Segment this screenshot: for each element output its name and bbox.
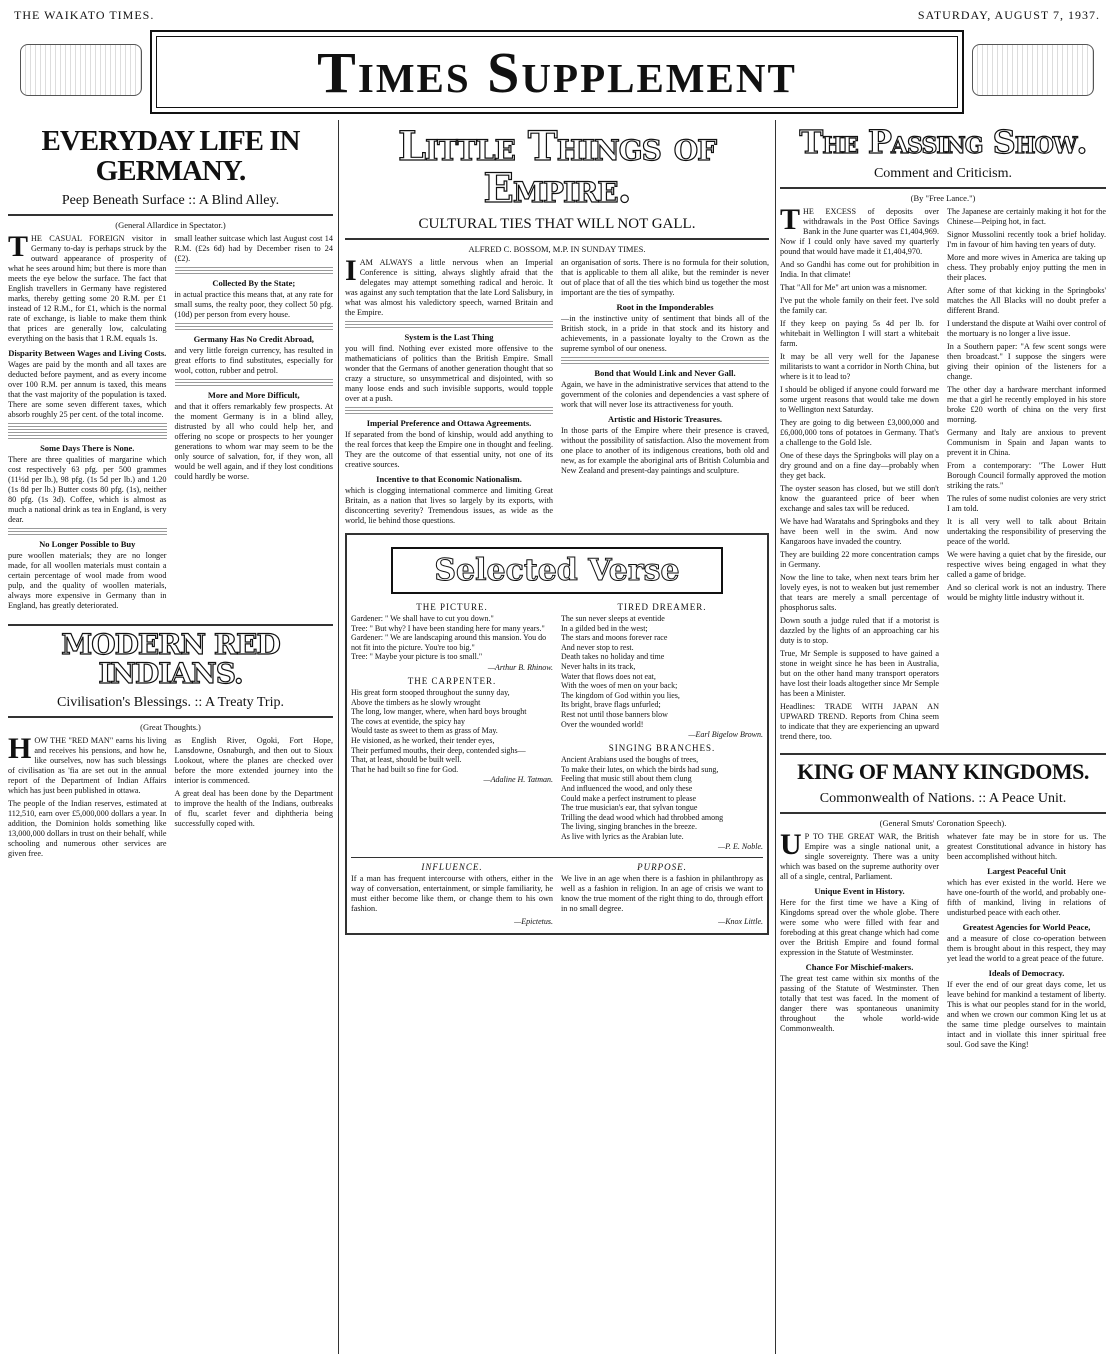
section-heading: Some Days There is None.: [40, 442, 135, 453]
section-heading: Unique Event in History.: [814, 885, 905, 896]
paragraph: Again, we have in the administrative services that attend to the government of the colonies and dependencies a vast sphere of work that will never lose its attractiveness for youth.: [561, 380, 769, 409]
article-body: [780, 202, 1106, 745]
paragraph: They are going to dig between £3,000,000 and £6,000,000 tons of potatoes in Germany. That's a challenge to the Gold Isle.: [780, 417, 939, 447]
paragraph: Signor Mussolini recently took a brief holiday. I'm in favour of him having ten years of duty.: [947, 229, 1106, 249]
verse-heading: Selected Verse: [391, 547, 723, 594]
right-scroll-ornament: [972, 44, 1094, 96]
paragraph: A great deal has been done by the Department to improve the health of the Indians, outbreaks of flu, scarlet fever and diphtheria being successfully coped with.: [174, 788, 333, 828]
poem-author: —Arthur B. Rhinow.: [487, 662, 553, 672]
article-byline: ALFRED C. BOSSOM, M.P. IN SUNDAY TIMES.: [468, 244, 646, 254]
text-lines: [345, 321, 553, 328]
paragraph: Headlines: TRADE WITH JAPAN AN UPWARD TREND. Reports from China seem to indicate that they are experiencing an upward trend there, too.: [780, 701, 939, 741]
paragraph: The great test came within six months of the passing of the Statute of Westminster. Then totally that test was faced. In the moment of danger there was spontaneous unanimity throughout the whole world-wide Commonwealth.: [780, 973, 939, 1033]
paragraph: We were having a quiet chat by the fireside, our respective wives being engaged in what they called a game of bridge.: [947, 549, 1106, 579]
poem-author: —Adaline H. Tatman.: [483, 775, 553, 785]
section-heading: Collected By the State;: [212, 277, 296, 288]
article-body: [780, 827, 1106, 1053]
section-heading: No Longer Possible to Buy: [39, 538, 136, 549]
paragraph: which has ever existed in the world. Here we have one-fourth of the world, and probably one-fifth of mankind, living in relations of undisturbed peace with each other.: [947, 877, 1106, 917]
section-heading: Imperial Preference and Ottawa Agreements.: [366, 418, 532, 428]
paragraph: And so Gandhi has come out for prohibition in India. In that climate!: [780, 259, 939, 279]
paragraph: an organisation of sorts. There is no formula for their solution, that is applicable to them all alike, but the reminder is never out of place that of all the ties which bind us together the most important are the ties of sympathy.: [561, 258, 769, 297]
paragraph: I should be obliged if anyone could forward me some urgent reasons that would take me down to Wellington next Saturday.: [780, 384, 939, 414]
poem-title: SINGING BRANCHES.: [608, 743, 716, 754]
paragraph: I understand the dispute at Waihi over control of the mortuary is no longer a live issue.: [947, 318, 1106, 338]
article-subhead: CULTURAL TIES THAT WILL NOT GALL.: [345, 216, 769, 240]
article-lead: IAM ALWAYS a little nervous when an Imperial Conference is sitting, always slightly afraid that the delegates may attempt something radical and heroic. It was against any such temptation that the late Lord Salisbury, in what was almost his valedictory speech, warned Britain and the Empire.: [345, 254, 553, 317]
section-heading: Greatest Agencies for World Peace,: [962, 921, 1091, 932]
prose-title: PURPOSE.: [637, 862, 687, 873]
paragraph: Wages are paid by the month and all taxes are deducted before payment, and as every income over 100 R.M. per annum is taxed, this means that the vast majority of the population is taxed. There are some seven different taxes, which absorb roughly 25 per cent. of the total income.: [8, 359, 167, 419]
section-heading: Bond that Would Link and Never Gall.: [594, 368, 736, 378]
paragraph: you will find. Nothing ever existed more offensive to the mathematicians of politics than the British Empire. Small wonder that the Germans of another generation thought that so crazy a structure, so unsymmetrical and disjointed, with so many loose ends and such invisible supports, would topple over at a push.: [345, 344, 553, 403]
article-body: [8, 731, 333, 862]
poem-text: The sun never sleeps at eventide In a gilded bed in the west; The stars and moons forever race And never stop to rest. Death takes no holiday and time Never halts in its track, Water that flows does not eat, With the woes of men on your back; The kingdom of God within you lies, Its bright, brave flags unfurled; Rest not until those banners blow Over the wounded world!: [561, 614, 680, 729]
paragraph: It is all very well to talk about Britain undertaking the responsibility of preserving the peace of the world.: [947, 516, 1106, 546]
paragraph: It may be all very well for the Japanese militarists to want a corridor in North China, but where is it to lead to?: [780, 351, 939, 381]
section-heading: Root in the Imponderables: [616, 302, 714, 312]
paragraph: And so clerical work is not an industry. There would be mighty little industry without it.: [947, 582, 1106, 602]
text-lines: [175, 267, 334, 274]
article-headline: The Passing Show.: [799, 123, 1087, 161]
poem-text: Gardener: " We shall have to cut you down." Tree: " But why? I have been standing here for many years." Gardener: " We are landscaping around this mansion. You do not fit into the picture. You're too big." Tree: " Maybe your picture is too small.": [351, 614, 547, 662]
text-lines: [561, 357, 769, 364]
paragraph: In those parts of the Empire where their presence is craved, without the possibility of satisfaction. Also the movement from one place to another of its indigenous creations, both old and new, as for example the aboriginal arts of British Columbia and New Zealand and present-day paintings and sculpture.: [561, 426, 769, 475]
issue-date: SATURDAY, AUGUST 7, 1937.: [917, 8, 1100, 22]
paragraph: If they keep on paying 5s 4d per lb. for whitebait in Wellington I will start a whitebait farm.: [780, 318, 939, 348]
paragraph: as English River, Ogoki, Fort Hope, Lansdowne, Osnaburgh, and then out to Sioux Lookout, where the planes are checked over before the more extended journey into the interior is commenced.: [174, 735, 333, 785]
article-lead: THE EXCESS of deposits over withdrawals in the Post Office Savings Bank in the June quarter was £1,404,969. Now if I could only have saved my quarterly pound that would have made it £1,404,970.: [780, 202, 939, 256]
paragraph: The oyster season has closed, but we still don't know the guaranteed price of beer when exchange and sales tax will be reduced.: [780, 483, 939, 513]
text-lines: [345, 407, 553, 414]
article-lead: HOW THE "RED MAN" earns his living and receives his pensions, and how he, like ourselves, now has such blessings of civilisation as 'fia are set out in the annual report of the Department of Indian Affairs which has just been published in ottawa.: [8, 731, 167, 795]
column-rule: [338, 120, 339, 1354]
prose-title: INFLUENCE.: [421, 862, 483, 873]
paragraph: In a Southern paper: "A few scent songs were then broadcast." I suppose the singers were giving their opinion of the listeners for a change.: [947, 341, 1106, 381]
paper-name: THE WAIKATO TIMES.: [14, 8, 155, 22]
article-byline: (General Smuts' Coronation Speech).: [879, 817, 1007, 828]
section-heading: Ideals of Democracy.: [988, 967, 1065, 978]
article-byline: (General Allardice in Spectator.): [115, 219, 226, 230]
poem-title: TIRED DREAMER.: [617, 602, 707, 612]
paragraph: —in the instinctive unity of sentiment that binds all of the British stock, in a pride in that stock and its history and achievements, in a passionate loyalty to the Crown as the supreme symbol of our oneness.: [561, 314, 769, 353]
paragraph: The rules of some nudist colonies are very strict I am told.: [947, 493, 1106, 513]
article-headline: Little Things of Empire.: [397, 123, 717, 212]
paragraph: One of these days the Springboks will play on a dry ground and on a fine day—probably when they get back.: [780, 450, 939, 480]
article-body: [8, 229, 333, 614]
section-heading: Largest Peaceful Unit: [987, 865, 1066, 876]
section-heading: Disparity Between Wages and Living Costs.: [8, 347, 167, 358]
paragraph: Here for the first time we have a King of Kingdoms spread over the whole globe. There were some who were filled with fear and foreboding at this great change which had come over the British Empire and found formal expression in the Statute of Westminster.: [780, 897, 939, 957]
section-heading: Germany Has No Credit Abroad,: [193, 333, 314, 344]
paragraph: whatever fate may be in store for us. The greatest Constitutional advance in history has been accomplished without hitch.: [947, 831, 1106, 861]
article-byline: (Great Thoughts.): [140, 721, 201, 732]
paragraph: and that it offers remarkably few prospects. At the moment Germany is in a blind alley, distrusted by all who could help her, and offering no scope or prospects to her younger generations to whom war may seem to be the only source of salvation, for, if they won, all would be well again, and if they lost conditions could hardly be worse.: [174, 401, 333, 481]
paragraph: The Japanese are certainly making it hot for the Chinese—Peiping hot, in fact.: [947, 206, 1106, 226]
paragraph: I've put the whole family on their feet. I've sold the family car.: [780, 295, 939, 315]
column-rule: [775, 120, 776, 1354]
paragraph: After some of that kicking in the Springboks' matches the All Blacks will no doubt prefer a different Brand.: [947, 285, 1106, 315]
section-heading: System is the Last Thing: [404, 332, 494, 342]
paragraph: and a measure of close co-operation between them is brought about in this respect, they may yet lead the world to a great peace of the future.: [947, 933, 1106, 963]
paragraph: There are three qualities of margarine which cost respectively 63 pfg. per 500 grammes (11½d per lb.), 98 pfg. (1s 5d per lb.) and 1.20 (1s 8d per lb.) Butter costs 80 pfg. (1s), neither 80 pfg. (1s 3d). Coffee, which is almost as much a national drink as tea in England, is very dear.: [8, 454, 167, 524]
banner-title: Times Supplement: [317, 39, 797, 105]
text-lines: [175, 323, 334, 330]
poem-title: THE PICTURE.: [416, 602, 488, 612]
column-center: [345, 120, 769, 1354]
poem-author: —Earl Bigelow Brown.: [688, 730, 763, 740]
article-subhead: Commonwealth of Nations. :: A Peace Unit.: [780, 791, 1106, 814]
article-headline: MODERN RED INDIANS.: [8, 624, 333, 689]
section-heading: Incentive to that Economic Nationalism.: [376, 474, 522, 484]
paragraph: small leather suitcase which last August cost 14 R.M. (£2s 6d) had by December risen to 24 (£2).: [174, 233, 333, 263]
text-lines: [175, 379, 334, 386]
paragraph: in actual practice this means that, at any rate for small sums, the realty poor, they collect 50 pfg. (10d) per person from every house.: [174, 289, 333, 319]
text-lines: [8, 432, 167, 439]
selected-verse-box: [345, 533, 769, 935]
paragraph: pure woollen materials; they are no longer made, for all woollen materials must contain a certain percentage of wool made from wood pulp, and the quality of woollen materials, always more expensive in Germany than in England, has greatly deteriorated.: [8, 550, 167, 610]
paragraph: which is clogging international commerce and limiting Great Britain, as a nation that lives so largely by its exports, with disconcerting severity? Tremendous issues, as wide as the world, lie behind those questions.: [345, 486, 553, 525]
paragraph: Now the line to take, when next tears brim her lovely eyes, is not to weaken but just remember that tears are merely a small percentage of phosphorus salts.: [780, 572, 939, 612]
article-headline: KING OF MANY KINGDOMS.: [780, 753, 1106, 785]
section-heading: More and More Difficult,: [207, 389, 300, 400]
column-left: [8, 120, 333, 1354]
masthead-top: [14, 8, 1100, 26]
paragraph: True, Mr Semple is supposed to have gained a stone in weight since he has been in Australia, but on the other hand many transport operators have lost their loads altogether since Mr Semple has been a Minister.: [780, 648, 939, 698]
paragraph: We have had Waratahs and Springboks and they have been well in the swim. And now Kangaroos have invaded the country.: [780, 516, 939, 546]
supplement-banner: [150, 30, 964, 114]
text-lines: [8, 528, 167, 535]
paragraph: That "All for Me" art union was a misnomer.: [780, 282, 927, 292]
paragraph: More and more wives in America are taking up chess. They probably enjoy putting the men in their places.: [947, 252, 1106, 282]
article-headline: EVERYDAY LIFE IN GERMANY.: [41, 125, 300, 188]
article-subhead: Peep Beneath Surface :: A Blind Alley.: [8, 193, 333, 216]
paragraph: Down south a judge ruled that if a motorist is dazzled by the lights of an approaching car his duty is to stop.: [780, 615, 939, 645]
paragraph: From a contemporary: "The Lower Hutt Borough Council formally approved the motion striking the rats.": [947, 460, 1106, 490]
article-subhead: Civilisation's Blessings. :: A Treaty Trip.: [8, 695, 333, 718]
article-byline: (By "Free Lance."): [910, 192, 976, 203]
text-lines: [8, 423, 167, 430]
article-lead: THE CASUAL FOREIGN visitor in Germany to-day is perhaps struck by the outward appearance of prosperity of what he sees around him; but there is more than meets the eye below the surface. The fact that English travellers in Germany have registered marks, thereby getting some 20 R.M. per £1 instead of 12 R.M., for £1, which is the normal rate of exchange, is liable to make them think that prices are generally low, calculating everything on the basis that 1 R.M. equals 1s.: [8, 229, 167, 343]
poem-title: THE CARPENTER.: [407, 675, 497, 686]
poem-author: —P. E. Noble.: [718, 842, 763, 852]
poem-text: His great form stooped throughout the sunny day, Above the timbers as he slowly wrought The long, low manger, where, when hard boys brought The cows at eventide, the spicy hay Would taste as sweet to them as grass of May. He visioned, as he worked, their tender eyes, Their perfumed mouths, their deep, contended sighs— That, at least, should be built well. That he had built so fine for God.: [351, 687, 527, 774]
paragraph: The people of the Indian reserves, estimated at 112,510, earn over £5,000,000 dollars a year. In addition, the Dominion holds something like 13,000,000 dollars in trust on their behalf, while schooling and numerous other services are given free.: [8, 798, 167, 858]
paragraph: Germany and Italy are anxious to prevent Communism in Spain and Japan wants to prevent it in China.: [947, 427, 1106, 457]
prose-author: —Epictetus.: [514, 917, 553, 927]
prose-author: —Knox Little.: [718, 917, 763, 927]
section-heading: Artistic and Historic Treasures.: [607, 414, 723, 424]
paragraph: The other day a hardware merchant informed me that a girl he recently employed in his store broke £20 worth of china on the very first morning.: [947, 384, 1106, 424]
prose-text: If a man has frequent intercourse with others, either in the way of conversation, entertainment, or simple familiarity, he must either become like them, or change them to his own fashion.: [351, 874, 553, 914]
paragraph: They are building 22 more concentration camps in Germany.: [780, 549, 939, 569]
poem-text: Ancient Arabians used the boughs of trees, To make their lutes, on which the birds had sung, Feeling that music still about them clung And influenced the wood, and only these Could make a perfect instrument to please The true musician's ear, that sylvan tongue Trilling the dead wood which had throbbed among The living, singing branches in the breeze. As live with lyrics as the Arabian lute.: [561, 755, 724, 841]
article-body: [345, 254, 769, 529]
paragraph: If ever the end of our great days come, let us leave behind for mankind a testament of liberty. This is what our peoples stand for in the world, and when we crown our common King let us at the same time pledge ourselves to maintain intact and in viollate this inner spiritual free soul. God save the King!: [947, 979, 1106, 1049]
prose-text: We live in an age when there is a fashion in philanthropy as well as a fashion in religion. In an age of crisis we want to know the true moment of the right thing to do, through effort in no small degree.: [561, 874, 763, 914]
column-right: [780, 120, 1106, 1354]
article-subhead: Comment and Criticism.: [780, 166, 1106, 189]
article-lead: UP TO THE GREAT WAR, the British Empire was a single national unit, a single sovereignty. There was a unity which was based on the supreme authority over all of a single, central, Parliament.: [780, 827, 939, 881]
section-heading: Chance For Mischief-makers.: [805, 961, 914, 972]
paragraph: and very little foreign currency, has resulted in great efforts to find substitutes, especially for wool, cotton, rubber and petrol.: [174, 345, 333, 375]
paragraph: If separated from the bond of kinship, would add anything to the real forces that keep the Empire one in thought and feeling. They are the outcome of that essential unity, not one of its creative sources.: [345, 430, 553, 469]
left-scroll-ornament: [20, 44, 142, 96]
